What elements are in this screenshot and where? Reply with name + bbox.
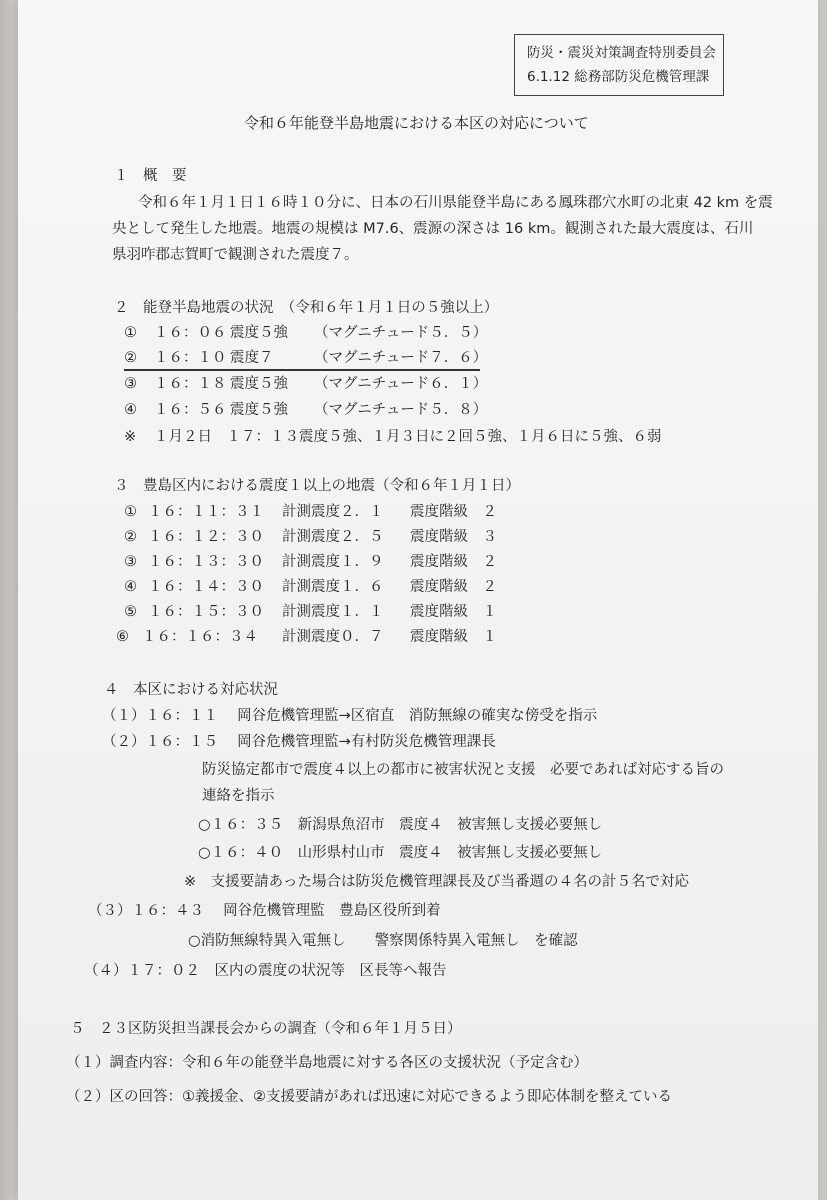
date-department: 6.1.12 総務部防災危機管理課: [527, 69, 710, 85]
response-item-2: （２）１６：１５ 岡谷危機管理監→有村防災危機管理課長: [102, 734, 496, 750]
committee-name: 防災・震災対策調査特別委員会: [527, 45, 716, 61]
row-intensity-class: 震度階級 ２: [410, 579, 497, 595]
section1-para-line3: 県羽咋郡志賀町で観測された震度７。: [112, 247, 359, 263]
response-item-3: （３）１６：４３ 岡谷危機管理監 豊島区役所到着: [88, 903, 441, 919]
row-number: ②: [124, 350, 137, 366]
response-item-4: （４）１７：０２ 区内の震度の状況等 区長等へ報告: [84, 963, 447, 979]
row-magnitude: （マグニチュード５．８）: [314, 402, 488, 418]
row-time: １６：１２：３０: [148, 529, 264, 545]
row-intensity-class: 震度階級 １: [410, 604, 497, 620]
row-underline: [124, 369, 480, 371]
row-number: ⑥: [116, 629, 129, 645]
response-note: ※ 支援要請あった場合は防災危機管理課長及び当番週の４名の計５名で対応: [184, 874, 690, 890]
row-number: ⑤: [124, 604, 137, 620]
background-edge: [0, 0, 18, 1200]
row-time: １６：５６: [154, 402, 227, 418]
row-intensity-class: 震度階級 ３: [410, 529, 497, 545]
row-time: １６：０６: [154, 325, 227, 341]
row-time: １６：１６：３４: [142, 629, 258, 645]
row-measured-intensity: 計測震度１．９: [282, 554, 384, 570]
row-number: ①: [124, 325, 137, 341]
response-item-2-detail: 防災協定都市で震度４以上の都市に被害状況と支援 必要であれば対応する旨の: [202, 762, 724, 778]
section1-para-line1: 令和６年１月１日１６時１０分に、日本の石川県能登半島にある鳳珠郡穴水町の北東 42 km を震: [138, 195, 773, 211]
row-measured-intensity: 計測震度２．１: [282, 504, 384, 520]
survey-item-1: （１）調査内容：令和６年の能登半島地震に対する各区の支援状況（予定含む）: [66, 1055, 588, 1071]
row-measured-intensity: 計測震度０．７: [282, 629, 384, 645]
row-number: ①: [124, 504, 137, 520]
row-intensity: 震度５強: [230, 376, 288, 392]
row-number: ④: [124, 579, 137, 595]
header-box: [514, 34, 724, 96]
row-time: １６：１５：３０: [148, 604, 264, 620]
row-magnitude: （マグニチュード５．５）: [314, 325, 488, 341]
document-page: [18, 0, 818, 1200]
row-measured-intensity: 計測震度１．６: [282, 579, 384, 595]
row-measured-intensity: 計測震度２．５: [282, 529, 384, 545]
note-mark: ※: [124, 429, 137, 445]
response-city-1: ○１６：３５ 新潟県魚沼市 震度４ 被害無し支援必要無し: [198, 817, 603, 833]
section4-heading: ４ 本区における対応状況: [104, 682, 278, 698]
row-number: ④: [124, 402, 137, 418]
section2-heading: ２ 能登半島地震の状況 （令和６年１月１日の５強以上）: [114, 300, 499, 316]
response-item-1: （１）１６：１１ 岡谷危機管理監→区宿直 消防無線の確実な傍受を指示: [102, 708, 598, 724]
row-intensity-class: 震度階級 １: [410, 629, 497, 645]
section2-note: １月２日 １７：１３震度５強、１月３日に２回５強、１月６日に５強、６弱: [154, 429, 662, 445]
section3-heading: ３ 豊島区内における震度１以上の地震（令和６年１月１日）: [114, 478, 520, 494]
row-intensity: 震度７: [230, 350, 274, 366]
document-title: 令和６年能登半島地震における本区の対応について: [244, 114, 589, 132]
row-magnitude: （マグニチュード６．１）: [314, 376, 488, 392]
section5-heading: ５ ２３区防災担当課長会からの調査（令和６年１月５日）: [70, 1021, 462, 1037]
row-time: １６：１８: [154, 376, 227, 392]
response-item-2-detail-cont: 連絡を指示: [202, 788, 275, 804]
row-measured-intensity: 計測震度１．１: [282, 604, 384, 620]
section1-para-line2: 央として発生した地震。地震の規模は M7.6、震源の深さは 16 km。観測された最大震度は、石川: [112, 221, 754, 237]
row-intensity: 震度５強: [230, 325, 288, 341]
row-number: ③: [124, 376, 137, 392]
row-intensity-class: 震度階級 ２: [410, 504, 497, 520]
row-number: ③: [124, 554, 137, 570]
response-city-2: ○１６：４０ 山形県村山市 震度４ 被害無し支援必要無し: [198, 845, 603, 861]
row-magnitude: （マグニチュード７．６）: [314, 350, 488, 366]
row-number: ②: [124, 529, 137, 545]
section1-heading: １ 概 要: [114, 168, 187, 184]
row-time: １６：１４：３０: [148, 579, 264, 595]
row-time: １６：１１：３１: [148, 504, 264, 520]
row-time: １６：１３：３０: [148, 554, 264, 570]
row-intensity: 震度５強: [230, 402, 288, 418]
row-time: １６：１０: [154, 350, 227, 366]
row-intensity-class: 震度階級 ２: [410, 554, 497, 570]
response-item-3-detail: ○消防無線特異入電無し 警察関係特異入電無し を確認: [188, 933, 578, 949]
survey-item-2: （２）区の回答：①義援金、②支援要請があれば迅速に対応できるよう即応体制を整えている: [66, 1089, 672, 1105]
